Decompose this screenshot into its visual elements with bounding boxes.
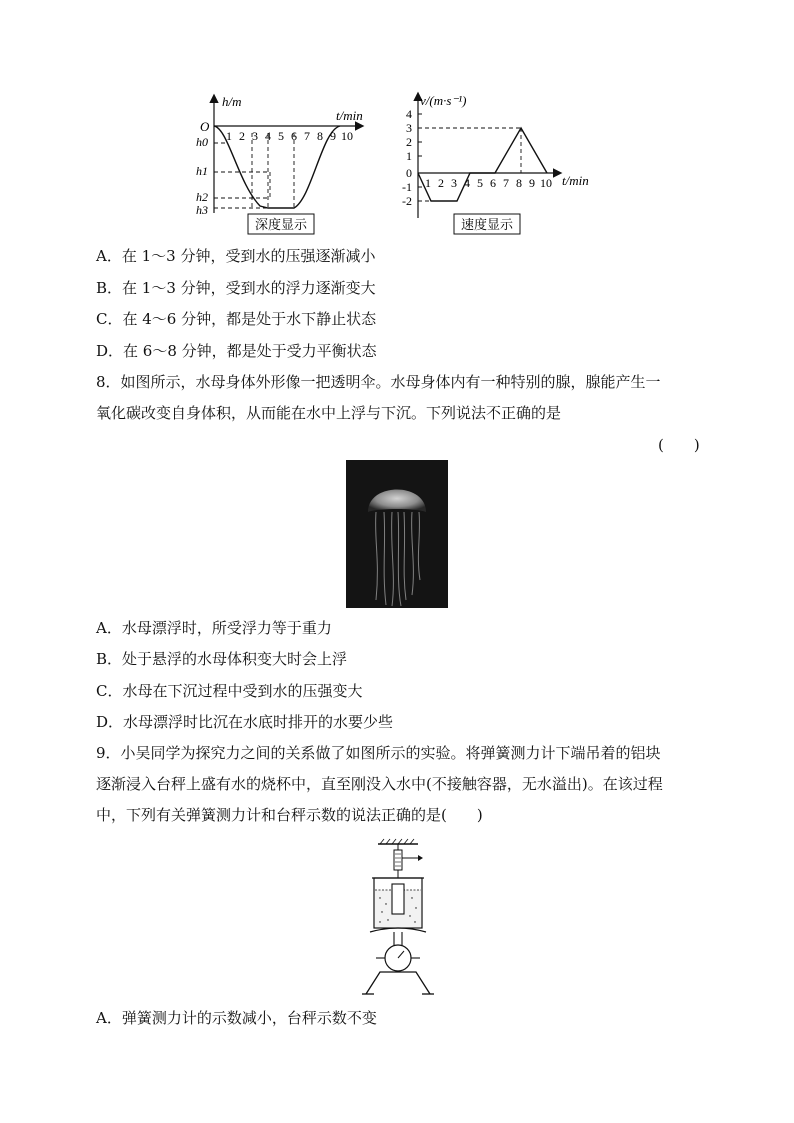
x-tick: 1 bbox=[226, 129, 232, 143]
scale-base bbox=[366, 972, 430, 994]
x-tick: 6 bbox=[291, 129, 297, 143]
q9-stem-line1: 9．小吴同学为探究力之间的关系做了如图所示的实验。将弹簧测力计下端吊着的铝块 bbox=[96, 744, 661, 762]
q7-option-a: A．在 1～3 分钟，受到水的压强逐渐减小 bbox=[96, 247, 376, 265]
spring-scale bbox=[394, 850, 402, 870]
x-tick: 9 bbox=[529, 176, 535, 190]
q8-option-b: B．处于悬浮的水母体积变大时会上浮 bbox=[96, 650, 348, 668]
y-tick: h2 bbox=[196, 190, 208, 204]
y-tick: -1 bbox=[402, 180, 412, 194]
y-tick: 0 bbox=[406, 166, 412, 180]
aluminum-block bbox=[392, 884, 404, 914]
x-tick: 2 bbox=[438, 176, 444, 190]
x-tick: 9 bbox=[330, 129, 336, 143]
speed-guides bbox=[418, 128, 521, 201]
x-tick: 8 bbox=[516, 176, 522, 190]
y-tick: -2 bbox=[402, 194, 412, 208]
jellyfish-photo bbox=[346, 460, 448, 608]
y-tick: h1 bbox=[196, 164, 208, 178]
q8-option-d: D．水母漂浮时比沉在水底时排开的水要少些 bbox=[96, 713, 394, 731]
scale-arrow-icon bbox=[418, 855, 423, 861]
x-tick: 4 bbox=[464, 176, 470, 190]
depth-x-ticks bbox=[226, 129, 353, 143]
x-tick: 5 bbox=[278, 129, 284, 143]
x-tick: 6 bbox=[490, 176, 496, 190]
x-tick: 5 bbox=[477, 176, 483, 190]
y-tick: h0 bbox=[196, 135, 208, 149]
y-tick: 1 bbox=[406, 149, 412, 163]
q8-answer-paren: ( ) bbox=[658, 436, 700, 454]
q7-option-c: C．在 4～6 分钟，都是处于水下静止状态 bbox=[96, 310, 377, 328]
x-tick: 7 bbox=[503, 176, 509, 190]
x-tick: 7 bbox=[304, 129, 310, 143]
x-axis-label: t/min bbox=[562, 173, 589, 188]
x-tick: 2 bbox=[239, 129, 245, 143]
depth-caption: 深度显示 bbox=[254, 218, 308, 233]
depth-graph bbox=[190, 88, 380, 238]
y-axis-label: v/(m·s⁻¹) bbox=[420, 93, 467, 108]
q9-stem-line2: 逐渐浸入台秤上盛有水的烧杯中，直至刚没入水中(不接触容器，无水溢出)。在该过程 bbox=[96, 775, 663, 793]
speed-y-ticks bbox=[402, 107, 412, 208]
x-tick: 10 bbox=[341, 129, 353, 143]
y-tick: h3 bbox=[196, 203, 208, 217]
depth-guides bbox=[214, 133, 294, 208]
x-tick: 1 bbox=[425, 176, 431, 190]
x-tick: 3 bbox=[252, 129, 258, 143]
q7-option-d: D．在 6～8 分钟，都是处于受力平衡状态 bbox=[96, 342, 377, 360]
q9-stem-line3: 中，下列有关弹簧测力计和台秤示数的说法正确的是( ) bbox=[96, 806, 483, 824]
x-tick: 8 bbox=[317, 129, 323, 143]
q8-stem-line2: 氧化碳改变自身体积，从而能在水中上浮与下沉。下列说法不正确的是 bbox=[96, 404, 562, 422]
y-axis-label: h/m bbox=[222, 94, 242, 109]
speed-caption: 速度显示 bbox=[460, 218, 514, 233]
depth-y-ticks bbox=[196, 135, 208, 217]
y-tick: 3 bbox=[406, 121, 412, 135]
q8-stem-line1: 8．如图所示，水母身体外形像一把透明伞。水母身体内有一种特别的腺，腺能产生一 bbox=[96, 373, 661, 391]
x-tick: 4 bbox=[265, 129, 271, 143]
speed-graph bbox=[390, 88, 605, 238]
x-tick: 10 bbox=[540, 176, 552, 190]
x-tick: 3 bbox=[451, 176, 457, 190]
q9-option-a: A．弹簧测力计的示数减小，台秤示数不变 bbox=[96, 1009, 377, 1027]
speed-x-ticks bbox=[425, 176, 552, 190]
y-tick: 4 bbox=[406, 107, 412, 121]
origin-label: O bbox=[200, 119, 210, 134]
speed-line bbox=[418, 128, 547, 201]
y-tick: 2 bbox=[406, 135, 412, 149]
x-axis-label: t/min bbox=[336, 108, 363, 123]
q8-option-c: C．水母在下沉过程中受到水的压强变大 bbox=[96, 682, 363, 700]
q8-option-a: A．水母漂浮时，所受浮力等于重力 bbox=[96, 619, 332, 637]
speed-y-tickmarks bbox=[418, 114, 422, 201]
q7-option-b: B．在 1～3 分钟，受到水的浮力逐渐变大 bbox=[96, 279, 376, 297]
apparatus-figure bbox=[360, 838, 440, 1000]
